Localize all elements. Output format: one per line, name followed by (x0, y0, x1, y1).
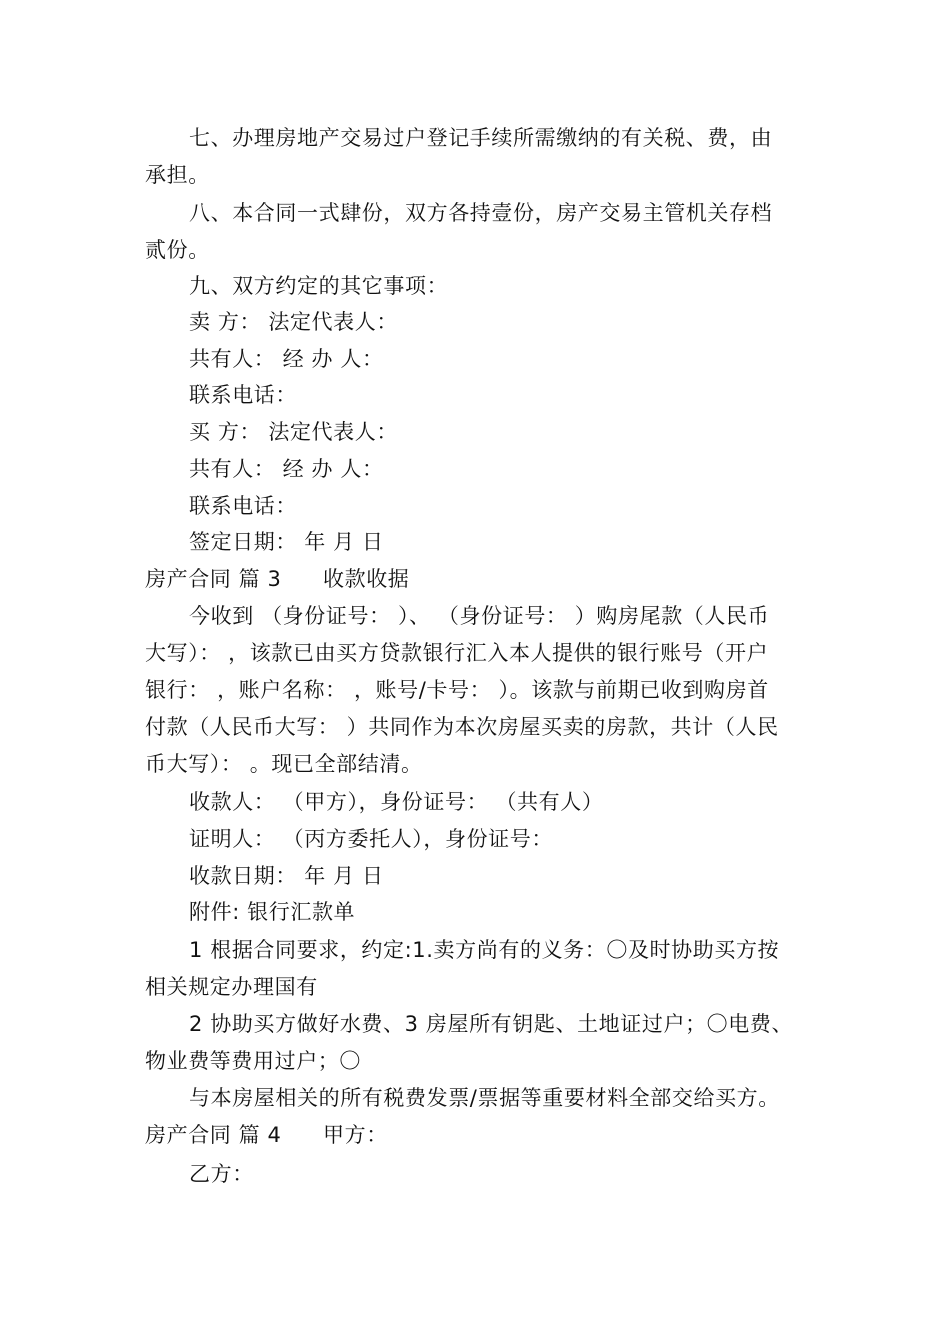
materials-line: 与本房屋相关的所有税费发票/票据等重要材料全部交给买方。 (189, 1086, 780, 1110)
section-heading-3 (145, 565, 825, 593)
payee-line: 收款人： （甲方），身份证号： （共有人） (189, 790, 604, 814)
witness-line: 证明人： （丙方委托人），身份证号： (189, 827, 553, 851)
seller-co-owner-line: 共有人： 经 办 人： (189, 347, 384, 371)
section-title: 房产合同 篇 4 (145, 1123, 282, 1147)
seller-phone-line: 联系电话： (189, 383, 297, 407)
seller-line: 卖 方： 法定代表人： (189, 310, 398, 334)
clause-7-line-2: 承担。 (145, 163, 210, 187)
receipt-line-5: 币大写）： 。现已全部结清。 (145, 752, 423, 776)
buyer-line: 买 方： 法定代表人： (189, 420, 398, 444)
obligation-2-line-1: 2 协助买方做好水费、3 房屋所有钥匙、土地证过户；〇电费、 (189, 1012, 794, 1036)
attachment-line: 附件: 银行汇款单 (189, 900, 356, 924)
clause-8-line-2: 贰份。 (145, 238, 210, 262)
receipt-line-1: 今收到 （身份证号： ）、 （身份证号： ）购房尾款（人民币 (189, 604, 770, 628)
section-heading-4 (145, 1121, 825, 1149)
receipt-line-2: 大写）： ，该款已由买方贷款银行汇入本人提供的银行账号（开户 (145, 641, 769, 665)
signing-date-line: 签定日期： 年 月 日 (189, 530, 384, 554)
obligation-2-line-2: 物业费等费用过户；〇 (145, 1049, 361, 1073)
receipt-date-line: 收款日期： 年 月 日 (189, 864, 384, 888)
receipt-line-4: 付款（人民币大写： ）共同作为本次房屋买卖的房款，共计（人民 (145, 715, 779, 739)
clause-7-line-1: 七、办理房地产交易过户登记手续所需缴纳的有关税、费，由 (189, 126, 773, 150)
clause-8-line-1: 八、本合同一式肆份，双方各持壹份，房产交易主管机关存档 (189, 201, 773, 225)
buyer-phone-line: 联系电话： (189, 494, 297, 518)
obligation-1-line-2: 相关规定办理国有 (145, 975, 318, 999)
clause-9: 九、双方约定的其它事项： (189, 274, 449, 298)
section-subtitle: 收款收据 (323, 567, 410, 591)
obligation-1-line-1: 1 根据合同要求，约定:1.卖方尚有的义务：〇及时协助买方按 (189, 938, 780, 962)
receipt-line-3: 银行： ，账户名称： ，账号/卡号： ）。该款与前期已收到购房首 (145, 678, 769, 702)
buyer-co-owner-line: 共有人： 经 办 人： (189, 457, 384, 481)
section-title: 房产合同 篇 3 (145, 567, 282, 591)
party-b-line: 乙方： (189, 1162, 254, 1186)
party-a-label: 甲方： (323, 1123, 388, 1147)
